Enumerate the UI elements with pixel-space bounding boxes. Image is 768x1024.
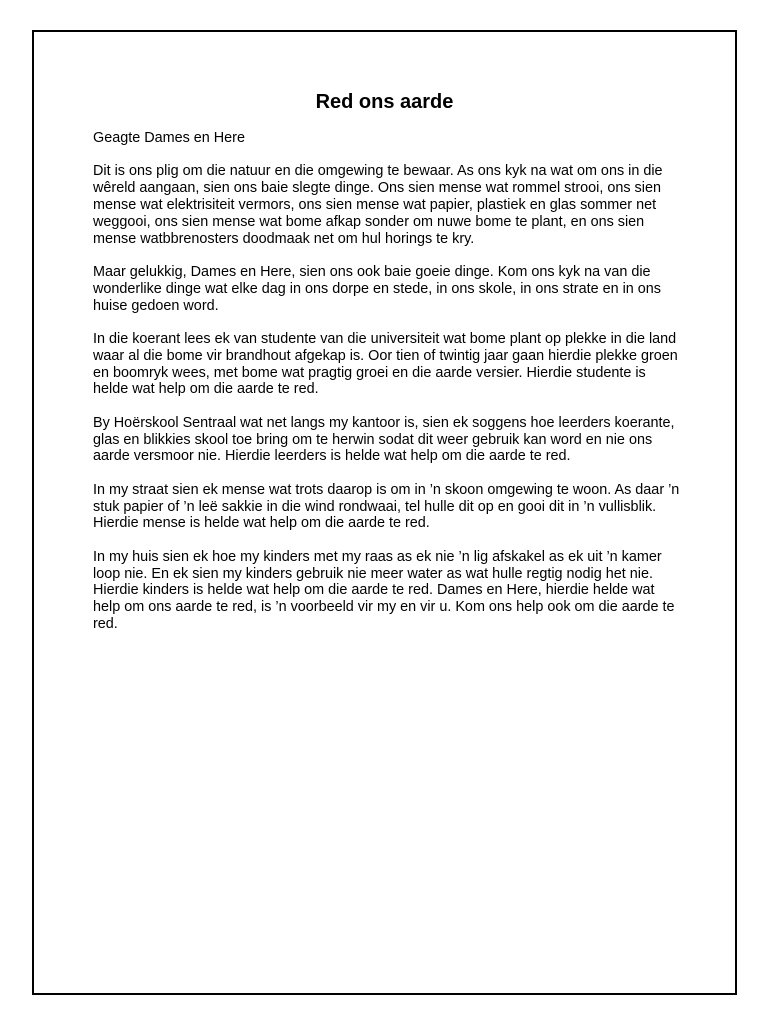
page-frame <box>32 30 737 995</box>
paragraph-5: In my straat sien ek mense wat trots daarop is om in ’n skoon omgewing te woon. As daar ’n stuk papier of ’n leë sakkie in die wind rondwaai, tel hulle dit op en gooi dit in ’n vullisblik. Hierdie mense is helde wat help om die aarde te red. <box>93 481 680 532</box>
paragraph-4: By Hoërskool Sentraal wat net langs my kantoor is, sien ek soggens hoe leerders koerante, glas en blikkies skool toe bring om te herwin sodat dit weer gebruik kan word en nie ons aarde versmoor nie. Hierdie leerders is helde wat help om die aarde te red. <box>93 414 675 465</box>
paragraph-1: Dit is ons plig om die natuur en die omgewing te bewaar. As ons kyk na wat om ons in die wêreld aangaan, sien ons baie slegte dinge. Ons sien mense wat rommel strooi, ons sien mense wat elektrisiteit vermors, ons sien mense wat papier, plastiek en glas sommer net weggooi, ons sien mense wat bome afkap sonder om nuwe bome te plant, en ons sien mense watbbrenosters doodmaak net om hul horings te kry. <box>93 163 663 247</box>
paragraph-6: In my huis sien ek hoe my kinders met my raas as ek nie ’n lig afskakel as ek uit ’n kamer loop nie. En ek sien my kinders gebruik nie meer water as wat hulle regtig nodig het nie. Hierdie kinders is helde wat help om die aarde te red. Dames en Here, hierdie helde wat help om ons aarde te red, is ’n voorbeeld vir my en vir u. Kom ons help ook om die aarde te red. <box>93 548 675 632</box>
document-body <box>93 130 683 649</box>
paragraph-2: Maar gelukkig, Dames en Here, sien ons ook baie goeie dinge. Kom ons kyk na van die wonderlike dinge wat elke dag in ons dorpe en stede, in ons skole, in ons strate en in ons huise gedoen word. <box>93 263 661 314</box>
document-title: Red ons aarde <box>315 91 454 113</box>
paragraph-3: In die koerant lees ek van studente van die universiteit wat bome plant op plekke in die land waar al die bome vir brandhout afgekap is. Oor tien of twintig jaar gaan hierdie plekke groen en boomryk wees, met bome wat pragtig groei en die aarde versier. Hierdie studente is helde wat help om die aarde te red. <box>93 330 678 398</box>
salutation: Geagte Dames en Here <box>93 130 245 146</box>
